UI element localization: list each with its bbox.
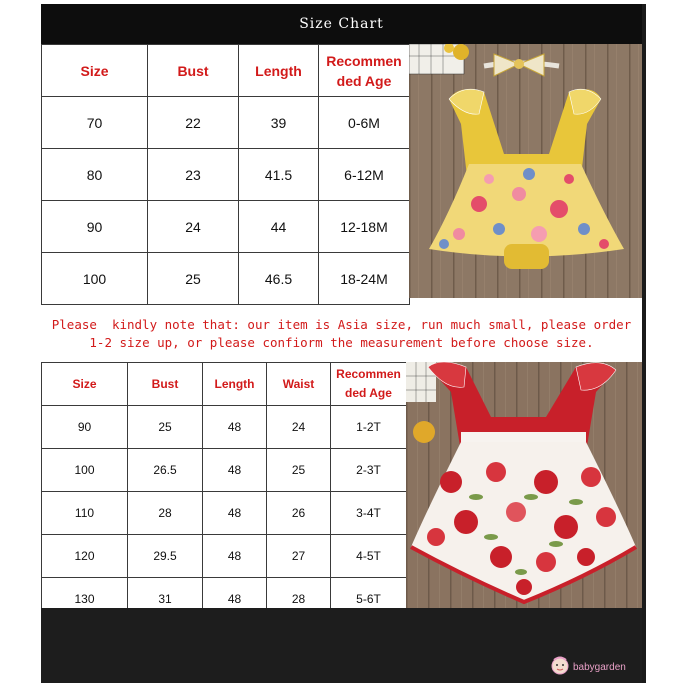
brand-logo	[550, 655, 626, 680]
cell-size: 80	[42, 149, 148, 201]
cell-age: 3-4T	[331, 492, 407, 535]
cell-bust: 29.5	[128, 535, 203, 578]
table-row	[42, 535, 407, 578]
cell-bust: 28	[128, 492, 203, 535]
table-header-row	[42, 363, 407, 406]
sizing-notice	[41, 316, 642, 352]
table-row	[42, 201, 410, 253]
cell-waist: 28	[267, 578, 331, 621]
cell-length: 46.5	[239, 253, 319, 305]
cell-bust: 31	[128, 578, 203, 621]
cell-size: 90	[42, 201, 148, 253]
size-chart-title: Size Chart	[41, 4, 642, 44]
header-recommended-age	[319, 45, 410, 97]
cell-age: 4-5T	[331, 535, 407, 578]
table-row	[42, 97, 410, 149]
table-row	[42, 492, 407, 535]
header-age-line: Recommen ded Age	[326, 52, 402, 89]
header-size: Size	[42, 363, 128, 406]
cell-size: 100	[42, 449, 128, 492]
header-length: Length	[203, 363, 267, 406]
cell-length: 41.5	[239, 149, 319, 201]
baby-face-icon	[550, 655, 570, 680]
table-row	[42, 149, 410, 201]
cell-bust: 23	[148, 149, 239, 201]
cell-age: 5-6T	[331, 578, 407, 621]
notice-line-1: Please kindly note that: our item is Asia size, run much small, please order	[51, 317, 632, 332]
cell-size: 110	[42, 492, 128, 535]
cell-length: 48	[203, 406, 267, 449]
cell-bust: 24	[148, 201, 239, 253]
cell-size: 90	[42, 406, 128, 449]
cell-bust: 25	[128, 406, 203, 449]
cell-length: 44	[239, 201, 319, 253]
cell-age: 2-3T	[331, 449, 407, 492]
cell-length: 48	[203, 449, 267, 492]
notice-line-2: 1-2 size up, or please confiorm the measurement before choose size.	[89, 335, 594, 350]
cell-size: 130	[42, 578, 128, 621]
table-row	[42, 406, 407, 449]
cell-bust: 26.5	[128, 449, 203, 492]
cell-age: 12-18M	[319, 201, 410, 253]
cell-age: 6-12M	[319, 149, 410, 201]
header-bust: Bust	[128, 363, 203, 406]
cell-size: 100	[42, 253, 148, 305]
red-rose-dress-photo	[406, 362, 642, 608]
header-recommended-age	[331, 363, 407, 406]
cell-size: 120	[42, 535, 128, 578]
cell-waist: 24	[267, 406, 331, 449]
cell-waist: 27	[267, 535, 331, 578]
table-header-row	[42, 45, 410, 97]
table-row	[42, 253, 410, 305]
cell-age: 18-24M	[319, 253, 410, 305]
cell-age: 0-6M	[319, 97, 410, 149]
cell-length: 48	[203, 535, 267, 578]
cell-bust: 22	[148, 97, 239, 149]
table-row	[42, 449, 407, 492]
yellow-floral-romper-photo	[409, 44, 642, 298]
right-border	[642, 4, 646, 683]
cell-length: 48	[203, 578, 267, 621]
header-bust: Bust	[148, 45, 239, 97]
cell-size: 70	[42, 97, 148, 149]
brand-logo-text: babygarden	[573, 662, 626, 673]
header-waist: Waist	[267, 363, 331, 406]
header-size: Size	[42, 45, 148, 97]
cell-bust: 25	[148, 253, 239, 305]
cell-age: 1-2T	[331, 406, 407, 449]
size-table-newborn	[41, 44, 410, 305]
cell-length: 39	[239, 97, 319, 149]
cell-length: 48	[203, 492, 267, 535]
header-age-line: Recommen ded Age	[336, 367, 401, 400]
header-length: Length	[239, 45, 319, 97]
size-table-toddler	[41, 362, 407, 621]
cell-waist: 26	[267, 492, 331, 535]
cell-waist: 25	[267, 449, 331, 492]
